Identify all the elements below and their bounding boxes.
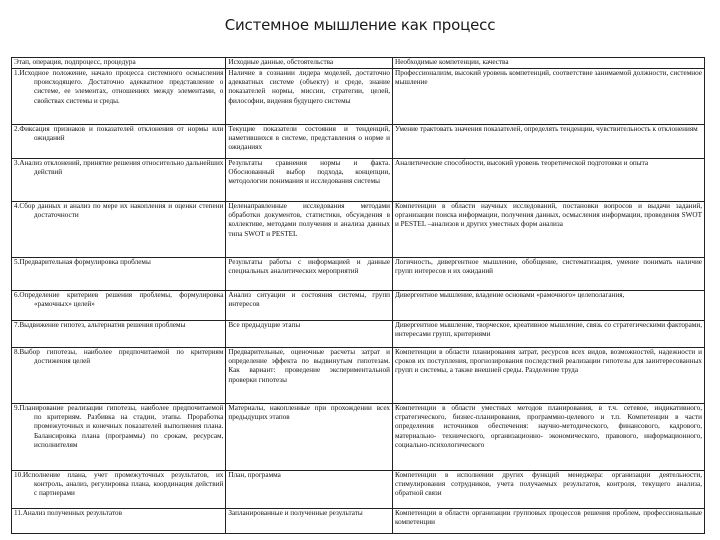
competencies-cell: Логичность, дивергентное мышление, обобщение, систематизация, умение понимать наличие групп интересов и их ожиданий: [393, 258, 705, 291]
table-row: [12, 471, 705, 509]
competencies-cell: Компетенции в области уместных методов планирования, в т.ч. сетевое, индикативного, стратегического, бизнес-планирования, программно-целевого и т.п. Компетенции в части определения источников обеспечения: научно-методического, финансового, кадрового, материально- технического, организационно- экономического, правового, информационного, социально-психологического: [393, 404, 705, 471]
stage-cell: 1.Исходное положение, начало процесса системного осмысления происходящего. Достаточно адекватное представление о системе, ее элементах, отношениях между элементами, о свойствах системы и среды.: [12, 69, 226, 125]
inputs-cell: Текущие показатели состояния и тенденций, наметившихся в системе, представления о норме и ожиданиях: [226, 125, 393, 159]
table-row: [12, 348, 705, 404]
competencies-cell: Умение трактовать значения показателей, определять тенденции, чувствительность к отклонениям: [393, 125, 705, 159]
inputs-cell: Запланированные и полученные результаты: [226, 509, 393, 534]
stage-cell: 9.Планирование реализации гипотезы, наиболее предпочитаемой по критериям. Разбивка на стадии, этапы. Проработка промежуточных и конечных показателей выполнения плана. Балансировка плана (программы) по срокам, ресурсам, исполнителям: [12, 404, 226, 471]
inputs-cell: План, программа: [226, 471, 393, 509]
stage-cell: 11.Анализ полученных результатов: [12, 509, 226, 534]
column-header-competencies: Необходимые компетенции, качества: [393, 58, 705, 69]
table-row: [12, 69, 705, 125]
table-row: [12, 159, 705, 202]
competencies-cell: Компетенции в исполнении других функций менеджера: организации деятельности, стимулирования сотрудников, учета получаемых результатов, контроля, текущего анализа, обратной связи: [393, 471, 705, 509]
stage-cell: 3.Анализ отклонений, принятие решения относительно дальнейших действий: [12, 159, 226, 202]
table-row: [12, 258, 705, 291]
process-table: [11, 57, 705, 534]
stage-cell: 7.Выдвижение гипотез, альтернатив решения проблемы: [12, 321, 226, 348]
competencies-cell: Компетенции в области организации групповых процессов решения проблем, профессиональные компетенции: [393, 509, 705, 534]
inputs-cell: Предварительные, оценочные расчеты затрат и определение эффекта по выдвинутым гипотезам. Как вариант: проведение экспериментальной проверки гипотезы: [226, 348, 393, 404]
stage-cell: 8.Выбор гипотезы, наиболее предпочитаемой по критериям достижения целей: [12, 348, 226, 404]
inputs-cell: Анализ ситуации и состояния системы, групп интересов: [226, 291, 393, 321]
inputs-cell: Все предыдущие этапы: [226, 321, 393, 348]
inputs-cell: Наличие в сознании лидера моделей, достаточно адекватных системе (объекту) и среде, знание показателей нормы, миссии, стратегии, целей, философии, видения будущего системы: [226, 69, 393, 125]
table-row: [12, 291, 705, 321]
inputs-cell: Результаты работы с информацией и данные специальных аналитических мероприятий: [226, 258, 393, 291]
table-row: [12, 125, 705, 159]
table-header-row: [12, 58, 705, 69]
stage-cell: 5.Предварительная формулировка проблемы: [12, 258, 226, 291]
stage-cell: 4.Сбор данных и анализ по мере их накопления и оценки степени достаточности: [12, 202, 226, 258]
column-header-stage: Этап, операция, подпроцесс, процедура: [12, 58, 226, 69]
table-row: [12, 321, 705, 348]
table-row: [12, 404, 705, 471]
competencies-cell: Дивергентное мышление, владение основами «рамочного» целеполагания,: [393, 291, 705, 321]
competencies-cell: Компетенции в области научных исследований, постановки вопросов и выдачи заданий, организации поиска информации, получения данных, осмысления информации, проведения SWOT и PESTEL –анализов и других уместных форм анализа: [393, 202, 705, 258]
table-row: [12, 202, 705, 258]
stage-cell: 10.Исполнение плана, учет промежуточных результатов, их контроль, анализ, регулировка плана, координация действий с партнерами: [12, 471, 226, 509]
stage-cell: 6.Определение критериев решения проблемы, формулировка «рамочных» целей»: [12, 291, 226, 321]
table-row: [12, 509, 705, 534]
competencies-cell: Профессионализм, высокий уровень компетенций, соответствие занимаемой должности, системное мышление: [393, 69, 705, 125]
inputs-cell: Материалы, накопленные при прохождении всех предыдущих этапов: [226, 404, 393, 471]
stage-cell: 2.Фиксация признаков и показателей отклонения от нормы или ожиданий: [12, 125, 226, 159]
inputs-cell: Результаты сравнения нормы и факта. Обоснованный выбор подхода, концепции, методологии понимания и исследования системы: [226, 159, 393, 202]
column-header-inputs: Исходные данные, обстоятельства: [226, 58, 393, 69]
competencies-cell: Компетенции в области планирования затрат, ресурсов всех видов, возможностей, надежности и сроков их поступления, прогнозирования последствий реализации гипотезы для заинтересованных групп и системы, а также внешней среды. Разделение труда: [393, 348, 705, 404]
inputs-cell: Целенаправленные исследования методами обработки документов, статистики, обсуждения в коллективе, методами получения и анализа данных типа SWOT и PESTEL: [226, 202, 393, 258]
competencies-cell: Аналитические способности, высокий уровень теоретической подготовки и опыта: [393, 159, 705, 202]
competencies-cell: Дивергентное мышление, творческое, креативное мышление, связь со стратегическими факторами, интересами групп, критериями: [393, 321, 705, 348]
page-title: Системное мышление как процесс: [224, 16, 496, 34]
